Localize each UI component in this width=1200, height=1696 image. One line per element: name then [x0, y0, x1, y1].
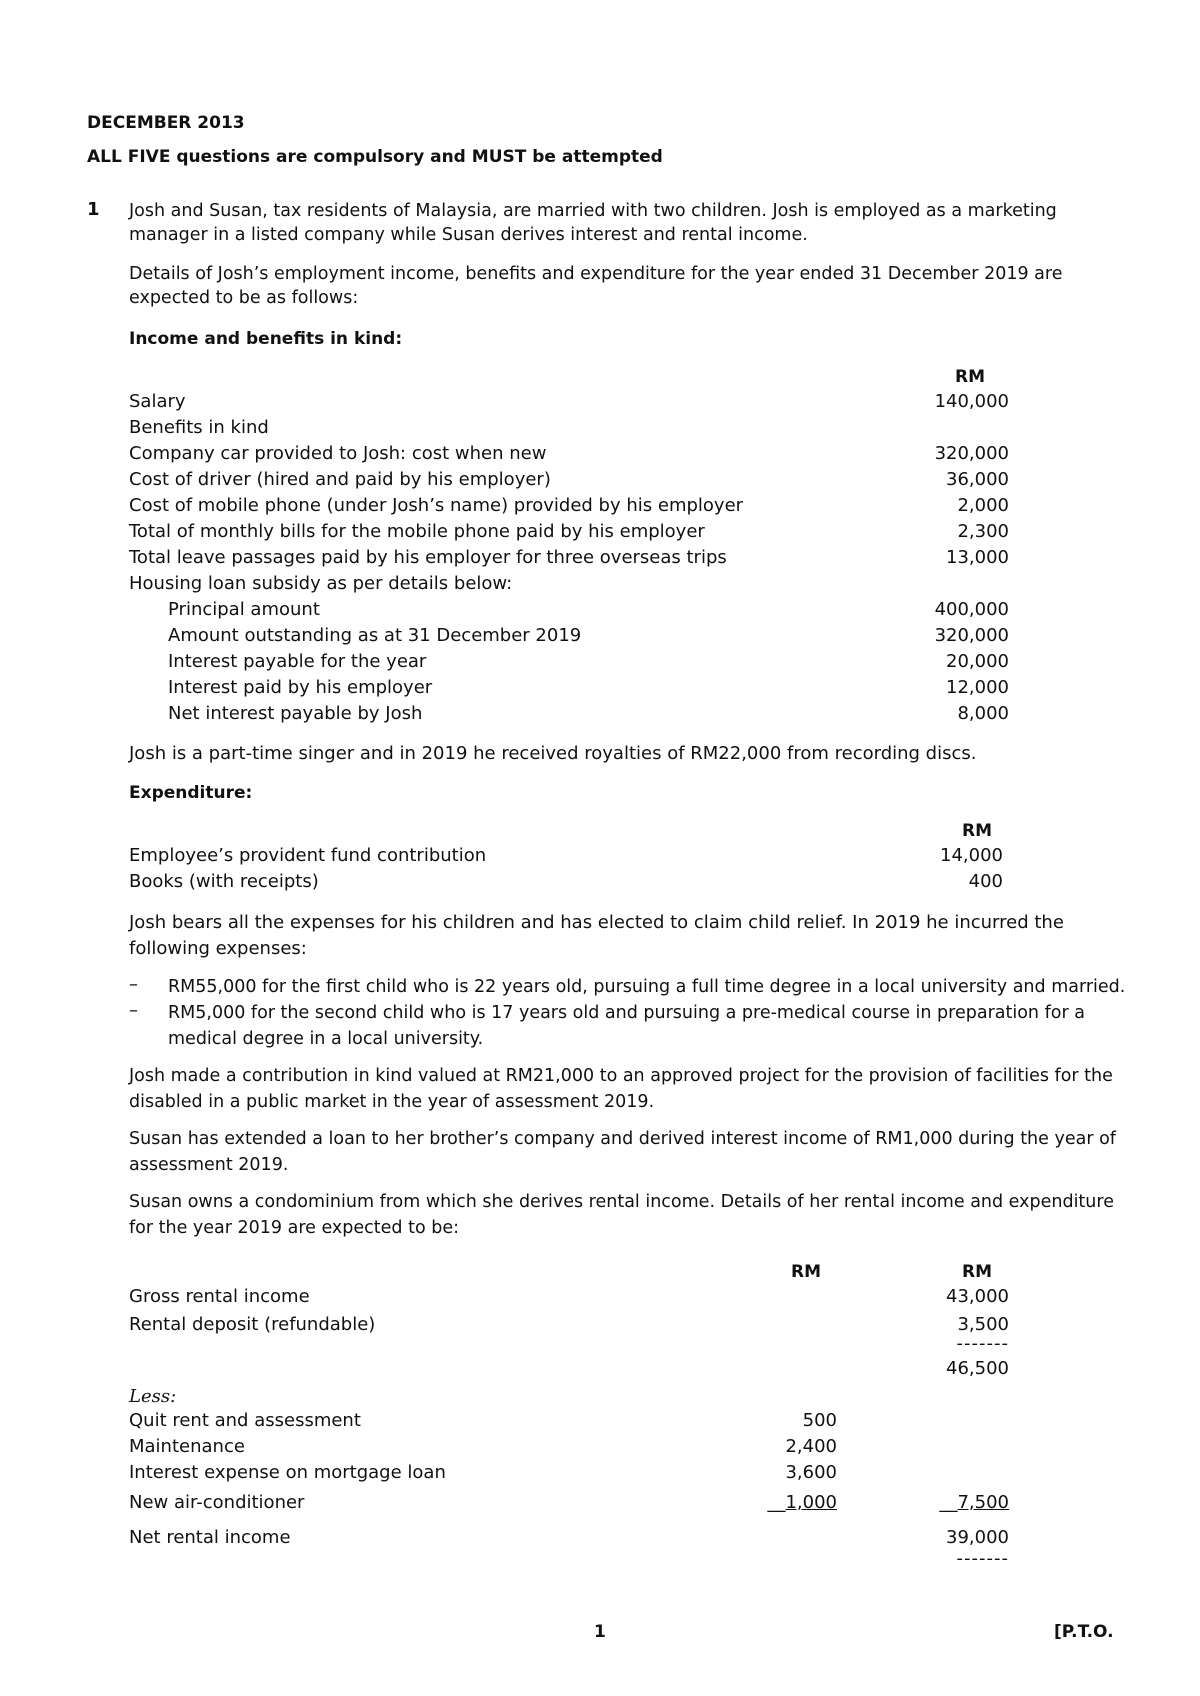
income-label: Benefits in kind — [129, 417, 269, 438]
rental-expense-row — [129, 1436, 1009, 1462]
exam-date: DECEMBER 2013 — [87, 113, 245, 133]
underline-prefix: __ — [939, 1492, 958, 1513]
rental-expense-value: 2,400 — [785, 1436, 837, 1457]
loan-paragraph: Susan has extended a loan to her brother’s company and derived interest income of RM1,000 during the year of assessment 2019. — [129, 1129, 1116, 1175]
rental-expense-label: Maintenance — [129, 1436, 245, 1457]
income-row — [129, 651, 1009, 677]
expenditure-label: Books (with receipts) — [129, 871, 319, 892]
income-value: 400,000 — [934, 599, 1009, 620]
expenditure-row — [129, 871, 1003, 897]
rental-expense-label: Interest expense on mortgage loan — [129, 1462, 446, 1483]
page-number: 1 — [594, 1622, 606, 1642]
rental-expense-total-wrap — [939, 1492, 1009, 1513]
rental-separator-row — [129, 1548, 1009, 1574]
bullet-dash: – — [129, 974, 138, 995]
income-label: Amount outstanding as at 31 December 2019 — [168, 625, 582, 646]
income-label: Net interest payable by Josh — [168, 703, 423, 724]
income-row — [129, 547, 1009, 573]
income-value: 36,000 — [946, 469, 1009, 490]
rental-expense-label: New air-conditioner — [129, 1492, 305, 1513]
income-row — [129, 625, 1009, 651]
income-label: Total of monthly bills for the mobile phone paid by his employer — [129, 521, 705, 542]
income-row — [129, 495, 1009, 521]
rental-expense-value: 3,600 — [785, 1462, 837, 1483]
income-value: 8,000 — [957, 703, 1009, 724]
rental-expense-row — [129, 1410, 1009, 1436]
income-row — [129, 417, 1009, 443]
expenditure-value: 400 — [968, 871, 1003, 892]
rental-col2-header: RM — [962, 1262, 993, 1282]
expenditure-currency: RM — [962, 821, 993, 841]
rental-expense-row — [129, 1462, 1009, 1488]
expenditure-value: 14,000 — [940, 845, 1003, 866]
rental-expense-label: Quit rent and assessment — [129, 1410, 361, 1431]
income-row — [129, 391, 1009, 417]
income-label: Company car provided to Josh: cost when new — [129, 443, 547, 464]
instruction: ALL FIVE questions are compulsory and MUST be attempted — [87, 147, 663, 167]
income-value: 140,000 — [934, 391, 1009, 412]
income-row — [129, 599, 1009, 625]
rental-expense-total: 7,500 — [957, 1492, 1009, 1513]
rental-col1-header: RM — [791, 1262, 822, 1282]
income-row — [129, 469, 1009, 495]
question-number: 1 — [87, 199, 100, 220]
income-value: 13,000 — [946, 547, 1009, 568]
income-value: 320,000 — [934, 443, 1009, 464]
income-value: 2,300 — [957, 521, 1009, 542]
income-label: Principal amount — [168, 599, 320, 620]
rental-subtotal-row — [129, 1358, 1009, 1384]
rental-value: 43,000 — [946, 1286, 1009, 1307]
expenditure-row — [129, 845, 1003, 871]
income-label: Interest payable for the year — [168, 651, 427, 672]
rental-expense-value: 1,000 — [785, 1492, 837, 1513]
rental-expense-row — [129, 1492, 1009, 1518]
income-row — [129, 521, 1009, 547]
rental-expense-value-wrap — [767, 1492, 837, 1513]
income-row — [129, 677, 1009, 703]
income-label: Total leave passages paid by his employer for three overseas trips — [129, 547, 727, 568]
income-label: Housing loan subsidy as per details below: — [129, 573, 513, 594]
income-label: Cost of mobile phone (under Josh’s name) provided by his employer — [129, 495, 744, 516]
children-intro: Josh bears all the expenses for his children and has elected to claim child relief. In 2019 he incurred the following expenses: — [129, 912, 1064, 959]
rental-subtotal: 46,500 — [946, 1358, 1009, 1379]
income-row — [129, 573, 1009, 599]
expenditure-label: Employee’s provident fund contribution — [129, 845, 487, 866]
rental-label: Gross rental income — [129, 1286, 310, 1307]
rental-value: 3,500 — [957, 1314, 1009, 1335]
income-value: 320,000 — [934, 625, 1009, 646]
expenditure-heading: Expenditure: — [129, 783, 253, 803]
separator-line: ------- — [956, 1548, 1009, 1569]
income-row — [129, 443, 1009, 469]
contribution-paragraph: Josh made a contribution in kind valued at RM21,000 to an approved project for the provision of facilities for the disabled in a public market in the year of assessment 2019. — [129, 1066, 1113, 1112]
bullet-dash: – — [129, 1000, 138, 1021]
rental-intro: Susan owns a condominium from which she derives rental income. Details of her rental income and expenditure for the year 2019 are expected to be: — [129, 1192, 1114, 1238]
income-label: Interest paid by his employer — [168, 677, 433, 698]
rental-separator-row — [129, 1333, 1009, 1359]
question-intro: Josh and Susan, tax residents of Malaysia, are married with two children. Josh is employed as a marketing manager in a listed company while Susan derives interest and rental income. — [129, 201, 1057, 245]
net-rental-label: Net rental income — [129, 1527, 291, 1548]
child-expense-item: RM55,000 for the first child who is 22 years old, pursuing a full time degree in a local university and married. — [168, 977, 1126, 997]
income-currency: RM — [955, 367, 986, 387]
details-intro: Details of Josh’s employment income, benefits and expenditure for the year ended 31 December 2019 are expected to be as follows: — [129, 264, 1063, 308]
income-label: Salary — [129, 391, 186, 412]
separator-line: ------- — [956, 1333, 1009, 1354]
royalties-note: Josh is a part-time singer and in 2019 he received royalties of RM22,000 from recording discs. — [129, 743, 977, 764]
rental-row — [129, 1286, 1009, 1312]
income-row — [129, 703, 1009, 729]
income-value: 20,000 — [946, 651, 1009, 672]
child-expense-item: RM5,000 for the second child who is 17 years old and pursuing a pre-medical course in preparation for a medical degree in a local university. — [168, 1003, 1085, 1049]
income-value: 2,000 — [957, 495, 1009, 516]
income-value: 12,000 — [946, 677, 1009, 698]
less-label: Less: — [129, 1386, 177, 1407]
rental-label: Rental deposit (refundable) — [129, 1314, 376, 1335]
rental-expense-value: 500 — [802, 1410, 837, 1431]
net-rental-value: 39,000 — [946, 1527, 1009, 1548]
income-heading: Income and benefits in kind: — [129, 329, 403, 349]
income-label: Cost of driver (hired and paid by his employer) — [129, 469, 551, 490]
underline-prefix: __ — [767, 1492, 786, 1513]
pto-marker: [P.T.O. — [1054, 1622, 1114, 1642]
